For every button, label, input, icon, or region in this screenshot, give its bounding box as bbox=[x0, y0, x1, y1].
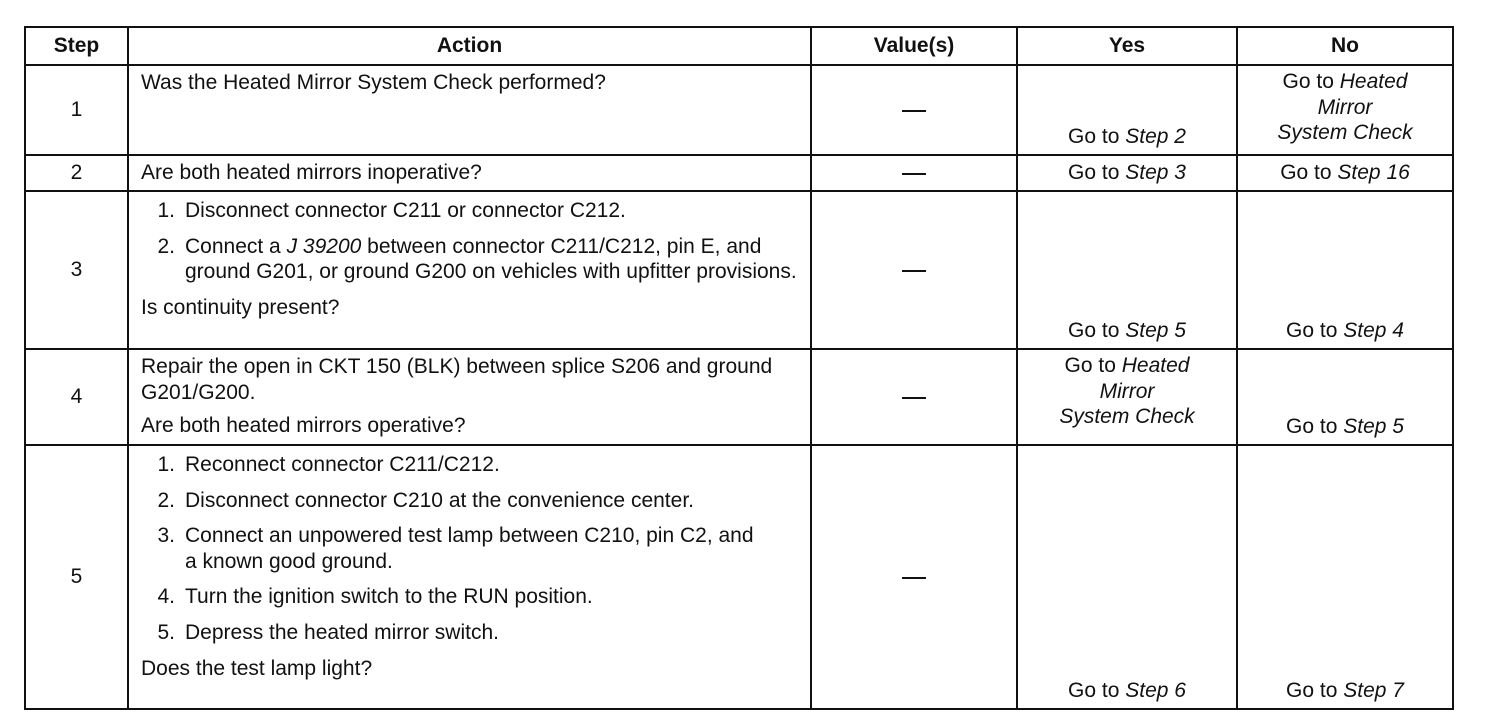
step-number: 3 bbox=[25, 191, 128, 349]
action-question: Are both heated mirrors inoperative? bbox=[141, 161, 482, 185]
yes-target-line3: System Check bbox=[1059, 405, 1195, 429]
action-question: Are both heated mirrors operative? bbox=[141, 414, 466, 438]
no-cell bbox=[1237, 191, 1453, 349]
value-dash bbox=[902, 270, 926, 272]
yes-target: Step 3 bbox=[1125, 160, 1186, 184]
step-number: 2 bbox=[25, 155, 128, 191]
yes-cell bbox=[1017, 349, 1237, 445]
action-cell bbox=[128, 445, 811, 709]
no-cell bbox=[1237, 155, 1453, 191]
tool-reference: J 39200 bbox=[286, 234, 362, 258]
step-number: 1 bbox=[25, 65, 128, 155]
action-cell bbox=[128, 349, 811, 445]
no-target-line2: Mirror bbox=[1317, 95, 1373, 119]
no-prefix: Go to bbox=[1286, 415, 1338, 439]
action-question: Does the test lamp light? bbox=[141, 656, 373, 680]
list-item: 2. Disconnect connector C210 at the convenience center. bbox=[157, 488, 694, 512]
yes-prefix: Go to bbox=[1068, 125, 1120, 149]
value-cell bbox=[811, 191, 1017, 349]
value-dash bbox=[902, 397, 926, 399]
list-item: 2. Connect a J 39200 between connector C211/C212, pin E, and ground G201, or ground G200 on vehicles with upfitter provisions. bbox=[157, 234, 797, 284]
list-item: 4. Turn the ignition switch to the RUN position. bbox=[157, 585, 593, 609]
table-row bbox=[25, 65, 1453, 155]
value-cell bbox=[811, 65, 1017, 155]
step-number: 4 bbox=[25, 349, 128, 445]
action-question: Was the Heated Mirror System Check performed? bbox=[141, 71, 606, 94]
yes-prefix: Go to bbox=[1064, 354, 1116, 377]
yes-cell bbox=[1017, 155, 1237, 191]
yes-target: Step 2 bbox=[1125, 125, 1186, 149]
value-dash bbox=[902, 173, 926, 175]
header-row bbox=[25, 27, 1453, 65]
step-number: 5 bbox=[25, 445, 128, 709]
no-cell bbox=[1237, 445, 1453, 709]
value-dash bbox=[902, 577, 926, 579]
yes-prefix: Go to bbox=[1068, 160, 1120, 184]
yes-target: Step 6 bbox=[1125, 679, 1186, 703]
yes-prefix: Go to bbox=[1068, 319, 1120, 343]
list-item: 1. Reconnect connector C211/C212. bbox=[157, 453, 500, 476]
diagnostic-table bbox=[24, 26, 1454, 710]
yes-target: Step 5 bbox=[1125, 319, 1186, 343]
list-item: 1. Disconnect connector C211 or connector C212. bbox=[157, 199, 626, 222]
no-cell bbox=[1237, 65, 1453, 155]
header-step: Step bbox=[25, 27, 128, 65]
no-target: Step 4 bbox=[1343, 319, 1404, 343]
no-cell bbox=[1237, 349, 1453, 445]
yes-target-line1: Heated bbox=[1121, 354, 1190, 377]
no-target: Step 5 bbox=[1343, 415, 1404, 439]
yes-target-line2: Mirror bbox=[1099, 379, 1155, 403]
action-question: Is continuity present? bbox=[141, 295, 340, 319]
no-prefix: Go to bbox=[1286, 679, 1338, 703]
action-steps-list bbox=[141, 452, 802, 646]
action-steps-list bbox=[141, 198, 802, 285]
action-cell bbox=[128, 191, 811, 349]
yes-cell bbox=[1017, 191, 1237, 349]
action-text: Repair the open in CKT 150 (BLK) between splice S206 and ground G201/G200. bbox=[141, 355, 773, 404]
value-cell bbox=[811, 445, 1017, 709]
no-target-line1: Heated bbox=[1339, 70, 1408, 93]
yes-prefix: Go to bbox=[1068, 679, 1120, 703]
yes-cell bbox=[1017, 65, 1237, 155]
list-item: 3. Connect an unpowered test lamp between C210, pin C2, and a known good ground. bbox=[157, 524, 754, 573]
no-prefix: Go to bbox=[1282, 70, 1334, 93]
no-prefix: Go to bbox=[1286, 319, 1338, 343]
diagnostic-table-container bbox=[24, 26, 1452, 711]
no-target-line3: System Check bbox=[1277, 121, 1413, 145]
no-target: Step 16 bbox=[1337, 160, 1410, 184]
action-cell bbox=[128, 65, 811, 155]
header-no: No bbox=[1237, 27, 1453, 65]
header-yes: Yes bbox=[1017, 27, 1237, 65]
table-row bbox=[25, 191, 1453, 349]
header-values: Value(s) bbox=[811, 27, 1017, 65]
action-cell bbox=[128, 155, 811, 191]
table-row bbox=[25, 445, 1453, 709]
value-cell bbox=[811, 155, 1017, 191]
value-cell bbox=[811, 349, 1017, 445]
header-action: Action bbox=[128, 27, 811, 65]
no-prefix: Go to bbox=[1280, 160, 1332, 184]
table-row bbox=[25, 349, 1453, 445]
no-target: Step 7 bbox=[1343, 679, 1404, 703]
yes-cell bbox=[1017, 445, 1237, 709]
table-row bbox=[25, 155, 1453, 191]
value-dash bbox=[902, 110, 926, 112]
list-item: 5. Depress the heated mirror switch. bbox=[157, 621, 499, 645]
